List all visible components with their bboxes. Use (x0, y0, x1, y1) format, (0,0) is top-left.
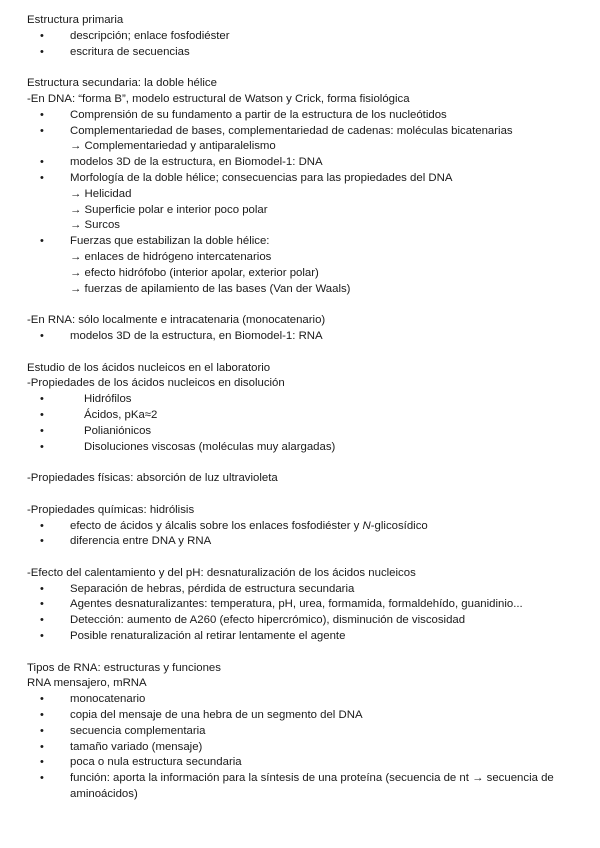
bullet-dot-icon: • (40, 235, 44, 248)
bullet-item (0, 613, 600, 629)
subsection-line (0, 566, 600, 582)
bullet-dot-icon: • (40, 393, 44, 406)
section-heading (0, 361, 600, 377)
line-text: Comprensión de su fundamento a partir de la estructura de los nucleótidos (70, 108, 447, 121)
bullet-item (0, 234, 600, 250)
line-text: descripción; enlace fosfodiéster (70, 29, 230, 42)
bullet-item (0, 724, 600, 740)
line-text: RNA mensajero, mRNA (27, 677, 147, 690)
bullet-dot-icon: • (40, 630, 44, 643)
line-text: copia del mensaje de una hebra de un segmento del DNA (70, 709, 363, 722)
line-text: Agentes desnaturalizantes: temperatura, pH, urea, formamida, formaldehído, guanidinio... (70, 598, 523, 611)
bullet-dot-icon: • (40, 156, 44, 169)
bullet-item (0, 597, 600, 613)
bullet-dot-icon: • (40, 740, 44, 753)
section-heading (0, 661, 600, 677)
bullet-item (0, 519, 600, 535)
blank-line (0, 455, 600, 471)
line-text: Separación de hebras, pérdida de estructura secundaria (70, 582, 355, 595)
bullet-dot-icon: • (40, 329, 44, 342)
line-text: Posible renaturalización al retirar lentamente el agente (70, 630, 346, 643)
blank-line (0, 297, 600, 313)
line-text: -En DNA: “forma B”, modelo estructural de Watson y Crick, forma fisiológica (27, 92, 410, 105)
line-text: Fuerzas que estabilizan la doble hélice: (70, 235, 270, 248)
line-text: Polianiónicos (84, 424, 152, 437)
bullet-dot-icon: • (40, 408, 44, 421)
bullet-dot-icon: • (40, 582, 44, 595)
bullet-item (0, 29, 600, 45)
bullet-dot-icon: • (40, 535, 44, 548)
bullet-item (0, 329, 600, 345)
line-text: escritura de secuencias (70, 45, 190, 58)
bullet-item (0, 171, 600, 187)
line-text: Hidrófilos (84, 393, 132, 406)
italic-text: N (362, 519, 371, 532)
line-text: → Complementariedad y antiparalelismo (70, 140, 276, 153)
subsection-line (0, 376, 600, 392)
line-text: modelos 3D de la estructura, en Biomodel-1: RNA (70, 329, 323, 342)
line-text: Estudio de los ácidos nucleicos en el laboratorio (27, 361, 271, 374)
bullet-item (0, 629, 600, 645)
bullet-item (0, 582, 600, 598)
bullet-dot-icon: • (40, 724, 44, 737)
bullet-item (0, 108, 600, 124)
line-text-tail: -glicosídico (370, 519, 428, 532)
line-text: -Propiedades de los ácidos nucleicos en disolución (27, 377, 285, 390)
bullet-dot-icon: • (40, 693, 44, 706)
blank-line (0, 550, 600, 566)
bullet-item (0, 124, 600, 140)
line-text: diferencia entre DNA y RNA (70, 535, 212, 548)
line-text: → Superficie polar e interior poco polar (70, 203, 268, 216)
bullet-dot-icon: • (40, 440, 44, 453)
bullet-dot-icon: • (40, 124, 44, 137)
line-text: → enlaces de hidrógeno intercatenarios (70, 250, 272, 263)
arrow-subitem (0, 250, 600, 266)
blank-line (0, 345, 600, 361)
bullet-dot-icon: • (40, 29, 44, 42)
arrow-subitem (0, 218, 600, 234)
bullet-dot-icon: • (40, 598, 44, 611)
bullet-dot-icon: • (40, 171, 44, 184)
line-text: Ácidos, pKa≈2 (84, 408, 158, 421)
line-text: Tipos de RNA: estructuras y funciones (27, 661, 221, 674)
bullet-dot-icon: • (40, 519, 44, 532)
line-text: función: aporta la información para la síntesis de una proteína (secuencia de nt → secuencia de aminoácidos) (70, 772, 554, 801)
line-text: → Helicidad (70, 187, 132, 200)
bullet-dot-icon: • (40, 424, 44, 437)
line-text: monocatenario (70, 693, 146, 706)
subsection-line (0, 313, 600, 329)
line-text: → Surcos (70, 219, 121, 232)
line-text: tamaño variado (mensaje) (70, 740, 203, 753)
line-text: Estructura secundaria: la doble hélice (27, 77, 217, 90)
bullet-dot-icon: • (40, 614, 44, 627)
section-heading (0, 676, 600, 692)
bullet-dot-icon: • (40, 772, 44, 785)
line-text: -Propiedades físicas: absorción de luz ultravioleta (27, 472, 278, 485)
bullet-item (0, 440, 600, 456)
bullet-item (0, 155, 600, 171)
blank-line (0, 645, 600, 661)
bullet-dot-icon: • (40, 709, 44, 722)
subsection-line (0, 471, 600, 487)
arrow-subitem (0, 266, 600, 282)
line-text: Complementariedad de bases, complementariedad de cadenas: moléculas bicatenarias (70, 124, 513, 137)
bullet-item (0, 740, 600, 756)
arrow-subitem (0, 203, 600, 219)
line-text: Disoluciones viscosas (moléculas muy alargadas) (84, 440, 336, 453)
line-text: -Efecto del calentamiento y del pH: desnaturalización de los ácidos nucleicos (27, 566, 416, 579)
section-heading (0, 13, 600, 29)
subsection-line (0, 92, 600, 108)
line-text: Estructura primaria (27, 14, 124, 26)
blank-line (0, 60, 600, 76)
bullet-item (0, 408, 600, 424)
bullet-item (0, 755, 600, 771)
line-text: modelos 3D de la estructura, en Biomodel-1: DNA (70, 156, 323, 169)
bullet-item (0, 692, 600, 708)
line-text: -Propiedades químicas: hidrólisis (27, 503, 195, 516)
line-text: → efecto hidrófobo (interior apolar, exterior polar) (70, 266, 319, 279)
line-text: Detección: aumento de A260 (efecto hipercrómico), disminución de viscosidad (70, 614, 466, 627)
bullet-dot-icon: • (40, 108, 44, 121)
line-text: -En RNA: sólo localmente e intracatenaria (monocatenario) (27, 314, 326, 327)
subsection-line (0, 503, 600, 519)
line-text: secuencia complementaria (70, 724, 206, 737)
line-text: poca o nula estructura secundaria (70, 756, 242, 769)
bullet-item (0, 424, 600, 440)
bullet-item (0, 708, 600, 724)
bullet-item (0, 771, 600, 803)
section-heading (0, 76, 600, 92)
bullet-item (0, 392, 600, 408)
line-text: → fuerzas de apilamiento de las bases (Van der Waals) (70, 282, 351, 295)
bullet-dot-icon: • (40, 756, 44, 769)
bullet-dot-icon: • (40, 45, 44, 58)
line-text: efecto de ácidos y álcalis sobre los enlaces fosfodiéster y (70, 519, 363, 532)
bullet-item (0, 45, 600, 61)
blank-line (0, 487, 600, 503)
arrow-subitem (0, 139, 600, 155)
arrow-subitem (0, 282, 600, 298)
bullet-item (0, 534, 600, 550)
line-text: Morfología de la doble hélice; consecuencias para las propiedades del DNA (70, 171, 453, 184)
arrow-subitem (0, 187, 600, 203)
